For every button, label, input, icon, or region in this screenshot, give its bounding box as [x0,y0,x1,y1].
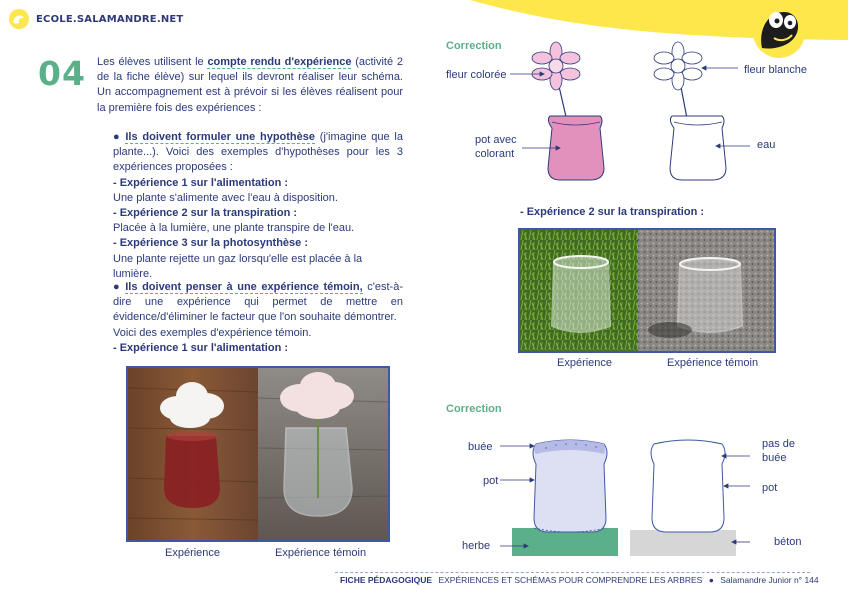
control-line: Voici des exemples d'expérience témoin. [113,326,312,339]
photo2-left-caption: Expérience [557,357,613,369]
bullet-icon: ● [113,281,122,293]
hyp-exp2-title: - Expérience 2 sur la transpiration : [113,207,298,220]
hypothesis-title-rest: (j'imagine que la plante...). [113,131,403,159]
label-pot-colorant: pot avec colorant [475,134,517,160]
label-concrete: béton [774,536,802,548]
salamandre-logo-icon [8,8,30,30]
label-pot-left: pot [483,475,499,487]
photo2-right-caption: Expérience témoin [667,357,759,369]
hyp-exp1-text: Une plante s'alimente avec l'eau à disposition. [113,191,338,204]
exp2-title: - Expérience 2 sur la transpiration : [520,206,705,218]
intro-paragraph [97,55,403,116]
footer-issue: Salamandre Junior n° 144 [720,575,819,585]
brand-logo[interactable] [8,8,183,30]
label-no-fog: pas de buée [762,438,796,464]
salamander-mascot-icon [748,2,810,60]
photo1-left-caption: Expérience [165,547,221,559]
photo-flower-experiment [126,366,390,542]
hyp-exp1-title: - Expérience 1 sur l'alimentation : [113,176,289,189]
step-number: 04 [38,54,86,93]
label-colored-flower: fleur colorée [446,69,507,81]
hypothesis-section [113,130,403,282]
footer-divider [335,572,810,573]
label-water: eau [757,139,776,151]
footer-title: EXPÉRIENCES ET SCHÉMAS POUR COMPRENDRE LES ARBRES [438,575,703,585]
control-title-rest: c'est-à-dire une expérience qui permet de mettre en évidence/d'éliminer le facteur que l'on souhaite démontrer. [113,281,403,324]
label-white-flower: fleur blanche [744,64,807,76]
hyp-exp3-title: - Expérience 3 sur la photosynthèse : [113,237,309,250]
hyp-exp3-text: Une plante rejette un gaz lorsqu'elle est placée à la lumière. [113,252,363,280]
correction2-label: Correction [446,403,502,415]
hyp-exp2-text: Placée à la lumière, une plante transpire de l'eau. [113,222,355,235]
footer-label: FICHE PÉDAGOGIQUE [340,575,433,585]
flower-jars-diagram [500,38,750,186]
label-pot-right: pot [762,482,778,494]
control-title: Ils doivent penser à une expérience témoin, [125,281,363,293]
bullet-icon: ● [113,131,122,143]
page-footer [340,575,819,585]
fog-jars-diagram [500,432,750,564]
intro-text-1: Les élèves utilisent le [97,56,208,68]
intro-highlight: compte rendu d'expérience [207,56,352,68]
correction1-label: Correction [446,40,502,52]
transpiration-photo-illustration [520,230,774,351]
photo1-right-caption: Expérience témoin [275,547,367,559]
control-exp1-title: - Expérience 1 sur l'alimentation : [113,341,289,354]
photo-transpiration-experiment [518,228,776,353]
footer-dot-icon: ● [708,575,714,585]
label-grass: herbe [462,540,491,552]
flower-photo-illustration [128,368,388,540]
label-fog: buée [468,441,493,453]
hypothesis-line: Voici des exemples d'hypothèses pour les 3 expériences proposées : [113,146,403,174]
brand-name: ECOLE.SALAMANDRE.NET [36,13,184,25]
control-section [113,280,403,356]
intro-text-2: (activité 2 de la fiche élève) sur lequel ils devront réaliser leur schéma. Un accompagnement est à prévoir si les élèves réalisent pour la première fois des expériences : [97,56,403,114]
hypothesis-title: Ils doivent formuler une hypothèse [125,131,316,143]
